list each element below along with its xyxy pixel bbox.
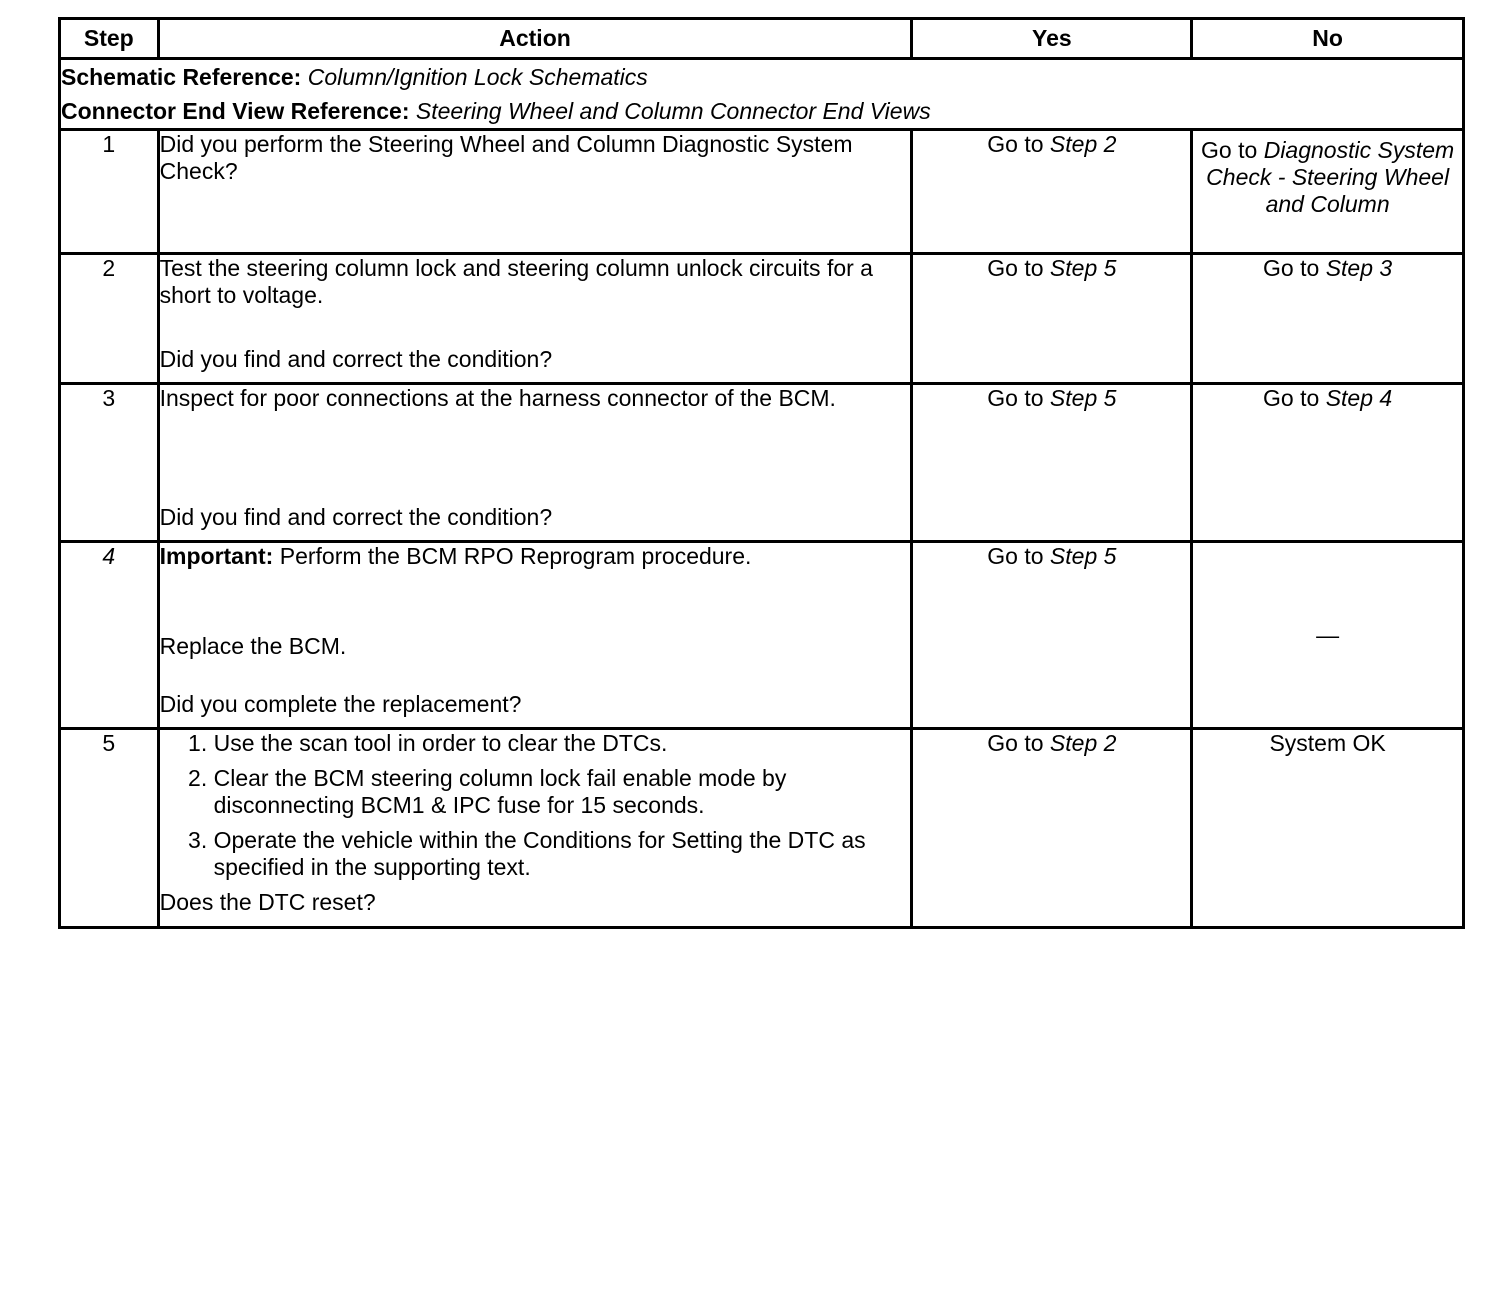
important-text: Perform the BCM RPO Reprogram procedure. [279,543,752,569]
step-number: 1 [60,130,159,254]
no-action-dash: — [1316,621,1340,648]
no-cell [1192,729,1464,928]
table-row-step-5 [60,729,1464,928]
action-question: Did you complete the replacement? [159,691,522,717]
list-item: 3. Operate the vehicle within the Conditions for Setting the DTC as specified in the supporting text. [214,827,911,881]
action-cell [158,130,912,254]
step-number: 5 [60,729,159,928]
diagnostic-table [58,17,1465,929]
no-diagnostic-link[interactable]: Diagnostic System Check - [1206,137,1455,190]
system-ok-text: System OK [1269,730,1386,756]
no-cell [1192,542,1464,729]
yes-step-link[interactable]: Step 2 [1049,131,1117,157]
action-text: Did you perform the Steering Wheel and Column Diagnostic System Check? [159,131,853,184]
yes-cell [912,729,1192,928]
action-question: Does the DTC reset? [159,889,376,915]
no-cell [1192,384,1464,542]
header-no: No [1192,19,1464,59]
action-cell [158,729,912,928]
step-number: 3 [60,384,159,542]
action-text: Inspect for poor connections at the harness connector of the BCM. [159,385,836,411]
table-row-step-1 [60,130,1464,254]
yes-step-link[interactable]: Step 5 [1049,385,1117,411]
go-to-label: Go to [987,131,1044,157]
step-number: 2 [60,254,159,384]
connector-reference [61,94,1462,128]
go-to-label: Go to [987,543,1044,569]
schematic-reference [61,60,1462,94]
header-step: Step [60,19,159,59]
no-step-link[interactable]: Step 4 [1325,385,1393,411]
action-cell [158,384,912,542]
procedure-list [160,730,911,881]
connector-reference-link[interactable]: Steering Wheel and Column Connector End Views [415,98,931,124]
action-cell [158,254,912,384]
yes-step-link[interactable]: Step 2 [1049,730,1117,756]
action-question: Did you find and correct the condition? [159,346,553,372]
no-diagnostic-link-cont[interactable]: Steering Wheel and Column [1265,164,1450,217]
action-cell [158,542,912,729]
step-number-value: 4 [102,543,116,569]
yes-cell [912,384,1192,542]
reference-row [60,59,1464,130]
yes-cell [912,254,1192,384]
header-row [60,19,1464,59]
reference-cell [60,59,1464,130]
go-to-label: Go to [987,255,1044,281]
schematic-reference-link[interactable]: Column/Ignition Lock Schematics [307,64,648,90]
yes-step-link[interactable]: Step 5 [1049,543,1117,569]
yes-cell [912,542,1192,729]
no-step-link[interactable]: Step 3 [1325,255,1393,281]
yes-cell [912,130,1192,254]
no-cell [1192,130,1464,254]
table-row-step-4 [60,542,1464,729]
header-action: Action [158,19,912,59]
action-text: Replace the BCM. [159,633,347,659]
schematic-reference-label: Schematic Reference: [61,64,302,90]
list-item: 1. Use the scan tool in order to clear the DTCs. [214,730,911,757]
action-question: Did you find and correct the condition? [159,504,553,530]
table-row-step-2 [60,254,1464,384]
table-row-step-3 [60,384,1464,542]
header-yes: Yes [912,19,1192,59]
go-to-label: Go to [987,385,1044,411]
important-note [160,543,911,570]
important-label: Important: [159,543,274,569]
action-text: Test the steering column lock and steering column unlock circuits for a short to voltage. [159,255,873,308]
yes-step-link[interactable]: Step 5 [1049,255,1117,281]
go-to-label: Go to [1201,137,1258,163]
step-number [60,542,159,729]
list-item: 2. Clear the BCM steering column lock fail enable mode by disconnecting BCM1 & IPC fuse for 15 seconds. [214,765,911,819]
connector-reference-label: Connector End View Reference: [61,98,410,124]
go-to-label: Go to [987,730,1044,756]
go-to-label: Go to [1263,385,1320,411]
go-to-label: Go to [1263,255,1320,281]
no-cell [1192,254,1464,384]
